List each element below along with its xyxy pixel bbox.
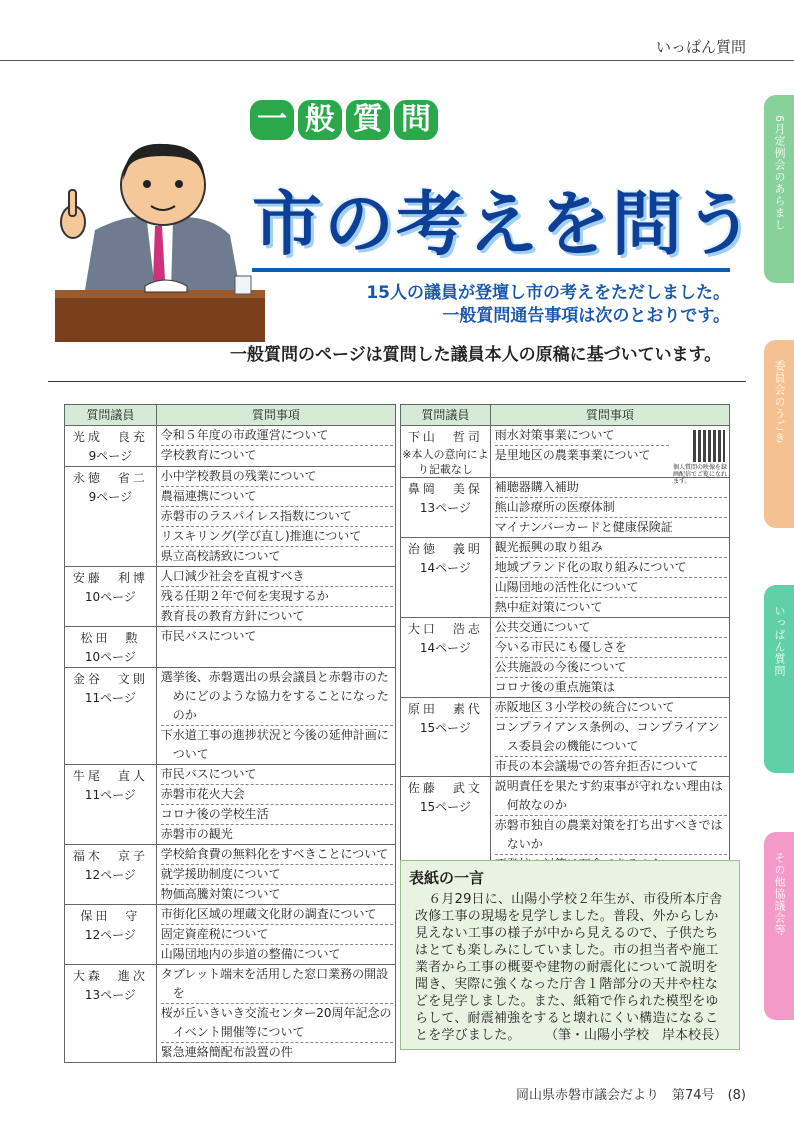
question-item: 熊山診療所の医療体制 bbox=[495, 498, 727, 518]
member-name: 佐藤 武文 bbox=[407, 781, 483, 795]
general-question-banner bbox=[250, 100, 442, 140]
question-item: 公共施設の今後について bbox=[495, 658, 727, 678]
member-cell bbox=[65, 567, 157, 627]
member-cell bbox=[401, 698, 491, 777]
tab-label: 6月定例会のあらまし bbox=[773, 115, 786, 231]
member-page: 12ページ bbox=[84, 868, 136, 882]
member-cell bbox=[65, 905, 157, 965]
title-rule bbox=[252, 268, 730, 272]
tab-committee[interactable] bbox=[764, 340, 794, 528]
member-page: 9ページ bbox=[88, 490, 133, 504]
question-list bbox=[491, 618, 729, 697]
table-row bbox=[65, 905, 396, 965]
member-name: 大口 浩志 bbox=[407, 622, 483, 636]
member-name: 光成 良充 bbox=[72, 430, 148, 444]
question-list bbox=[157, 567, 395, 626]
member-cell bbox=[65, 627, 157, 668]
question-item: 緊急連絡簡配布設置の件 bbox=[160, 1045, 293, 1059]
items-cell bbox=[490, 698, 729, 777]
member-cell bbox=[65, 426, 157, 467]
member-cell bbox=[401, 478, 491, 538]
member-page: 9ページ bbox=[88, 449, 133, 463]
member-cell bbox=[401, 538, 491, 618]
question-item: 学校教育について bbox=[160, 448, 257, 462]
member-cell bbox=[65, 668, 157, 765]
question-item: 赤磐市独自の農業対策を打ち出すべきではないか bbox=[495, 816, 727, 855]
member-note: ※本人の意向により記載なし bbox=[402, 448, 489, 476]
member-page: 14ページ bbox=[419, 641, 471, 655]
tab-june-session[interactable] bbox=[764, 95, 794, 283]
question-item: 市長の本会議場での答弁拒否について bbox=[494, 759, 699, 773]
question-item: 市民バスについて bbox=[160, 629, 257, 643]
items-cell bbox=[156, 567, 395, 627]
header-member: 質問議員 bbox=[65, 405, 157, 426]
question-item: 赤阪地区３小学校の統合について bbox=[495, 698, 727, 718]
question-item: 学校給食費の無料化をすべきことについて bbox=[161, 845, 393, 865]
items-cell bbox=[156, 668, 395, 765]
member-name: 永徳 省二 bbox=[72, 471, 148, 485]
question-item: 今いる市民にも優しさを bbox=[495, 638, 727, 658]
tab-other-councils[interactable] bbox=[764, 832, 794, 1020]
banner-char: 般 bbox=[298, 100, 342, 140]
header-member: 質問議員 bbox=[401, 405, 491, 426]
question-item: 令和５年度の市政運営について bbox=[161, 426, 393, 446]
banner-char: 問 bbox=[394, 100, 438, 140]
question-list bbox=[491, 478, 729, 537]
question-item: 市街化区域の埋蔵文化財の調査について bbox=[161, 905, 393, 925]
items-cell bbox=[156, 426, 395, 467]
cover-note-body: ６月29日に、山陽小学校２年生が、市役所本庁舎改修工事の現場を見学しました。普段、外からしか見えない工事の様子が中から見えるので、子供たちはとても楽しみにしていました。市の担当者や施工業者から工事の概要や建物の耐震化について説明を聞き、実際に強くなった庁舎１階部分の天井や柱などを見学しました。また、紙箱で作られた模型をゆらして、耐震補強をすると壊れにくい構造になることを学びました。 bbox=[415, 892, 723, 1043]
tab-label: いっぱん質問 bbox=[773, 605, 786, 677]
intro-line: 一般質問通告事項は次のとおりです。 bbox=[442, 306, 730, 326]
member-page: 10ページ bbox=[84, 650, 136, 664]
question-item: 市民バスについて bbox=[161, 765, 393, 785]
page-footer: 岡山県赤磐市議会だより 第74号 (8) bbox=[516, 1088, 746, 1103]
question-item: 赤磐市の観光 bbox=[160, 827, 233, 841]
table-row bbox=[401, 426, 730, 478]
member-page: 15ページ bbox=[419, 721, 471, 735]
header-item: 質問事項 bbox=[156, 405, 395, 426]
table-row bbox=[65, 467, 396, 567]
member-name: 保田 守 bbox=[80, 909, 141, 923]
banner-char: 質 bbox=[346, 100, 390, 140]
items-cell bbox=[156, 627, 395, 668]
question-list bbox=[157, 426, 395, 465]
member-page: 13ページ bbox=[419, 501, 471, 515]
question-table-left bbox=[64, 404, 396, 1063]
question-item: 選挙後、赤磐選出の県会議員と赤磐市のためにどのような協力をすることになったのか bbox=[161, 668, 393, 726]
items-cell bbox=[156, 765, 395, 845]
tab-general-question[interactable] bbox=[764, 585, 794, 773]
cover-note-signature: （筆・山陽小学校 岸本校長） bbox=[544, 1028, 727, 1043]
items-cell bbox=[490, 538, 729, 618]
table-row bbox=[65, 965, 396, 1063]
member-page: 15ページ bbox=[419, 800, 471, 814]
question-list bbox=[157, 668, 395, 764]
question-item: 地域ブランド化の取り組みについて bbox=[495, 558, 727, 578]
items-cell bbox=[490, 478, 729, 538]
table-row bbox=[401, 618, 730, 698]
question-item: マイナンバーカードと健康保険証 bbox=[494, 520, 673, 534]
tab-label: その他協議会等 bbox=[773, 852, 786, 936]
table-row bbox=[65, 426, 396, 467]
table-row bbox=[65, 845, 396, 905]
question-item: 桜が丘いきいき交流センター20周年記念のイベント開催等について bbox=[161, 1004, 393, 1043]
question-item: 物価高騰対策について bbox=[160, 887, 281, 901]
qr-caption: 個人質問の映像を録画配信でご覧になれます。 bbox=[673, 464, 728, 485]
member-cell bbox=[65, 765, 157, 845]
question-item: 公共交通について bbox=[495, 618, 727, 638]
banner-char: 一 bbox=[250, 100, 294, 140]
question-list bbox=[157, 627, 395, 646]
member-page: 11ページ bbox=[84, 788, 136, 802]
header-rule bbox=[0, 60, 794, 61]
question-item: 下水道工事の進捗状況と今後の延伸計画について bbox=[160, 728, 389, 761]
member-name: 下山 哲司 bbox=[407, 430, 483, 444]
table-row bbox=[65, 668, 396, 765]
question-list bbox=[157, 905, 395, 964]
question-item: 山陽団地内の歩道の整備について bbox=[160, 947, 341, 961]
question-item: コンプライアンス条例の、コンプライアンス委員会の機能について bbox=[495, 718, 727, 757]
member-name: 安藤 利博 bbox=[72, 571, 148, 585]
question-item: 赤磐市花火大会 bbox=[161, 785, 393, 805]
items-cell bbox=[156, 845, 395, 905]
source-note: 一般質問のページは質問した議員本人の原稿に基づいています。 bbox=[230, 345, 722, 365]
question-list bbox=[157, 965, 395, 1062]
question-item: 補聴器購入補助 bbox=[495, 478, 727, 498]
table-row bbox=[401, 698, 730, 777]
question-item: 教育長の教育方針について bbox=[160, 609, 305, 623]
member-name: 牛尾 直人 bbox=[72, 769, 148, 783]
intro-text bbox=[300, 282, 730, 328]
table-row bbox=[65, 765, 396, 845]
question-list bbox=[157, 845, 395, 904]
table-row bbox=[401, 538, 730, 618]
question-item: 雨水対策事業について bbox=[495, 426, 669, 446]
question-item: リスキリング(学び直し)推進について bbox=[161, 527, 393, 547]
page-title: 市の考えを問う bbox=[252, 183, 756, 265]
question-item: タブレット端末を活用した窓口業務の開設を bbox=[161, 965, 393, 1004]
section-label: いっぱん質問 bbox=[655, 38, 746, 56]
cover-note-title: 表紙の一言 bbox=[409, 869, 485, 887]
cover-note-box bbox=[400, 860, 740, 1050]
question-item: 人口減少社会を直視すべき bbox=[161, 567, 393, 587]
member-cell bbox=[401, 618, 491, 698]
question-list bbox=[157, 765, 395, 844]
qr-code-icon[interactable] bbox=[693, 430, 725, 462]
member-page: 12ページ bbox=[84, 928, 136, 942]
member-cell bbox=[65, 845, 157, 905]
question-item: 是里地区の農業事業について bbox=[494, 448, 651, 462]
member-page: 10ページ bbox=[84, 590, 136, 604]
member-cell bbox=[65, 467, 157, 567]
items-cell bbox=[156, 467, 395, 567]
member-cell bbox=[65, 965, 157, 1063]
items-cell bbox=[156, 905, 395, 965]
member-name: 原田 素代 bbox=[407, 702, 483, 716]
question-item: 熱中症対策について bbox=[494, 600, 603, 614]
question-item: 就学援助制度について bbox=[161, 865, 393, 885]
question-item: 山陽団地の活性化について bbox=[495, 578, 727, 598]
question-item: 赤磐市のラスパイレス指数について bbox=[161, 507, 393, 527]
question-list bbox=[157, 467, 395, 566]
items-cell bbox=[490, 618, 729, 698]
question-list bbox=[491, 698, 729, 776]
member-name: 金谷 文則 bbox=[72, 672, 148, 686]
question-item: 観光振興の取り組み bbox=[495, 538, 727, 558]
items-cell bbox=[156, 965, 395, 1063]
intro-line: 15人の議員が登壇し市の考えをただしました。 bbox=[366, 283, 730, 303]
question-item: 県立高校誘致について bbox=[160, 549, 281, 563]
question-item: 説明責任を果たす約束事が守れない理由は何故なのか bbox=[495, 777, 727, 816]
question-item: 固定資産税について bbox=[161, 925, 393, 945]
question-item: コロナ後の学校生活 bbox=[161, 805, 393, 825]
header-item: 質問事項 bbox=[490, 405, 729, 426]
tab-label: 委員会のうごき bbox=[773, 360, 786, 444]
question-item: 小中学校教員の残業について bbox=[161, 467, 393, 487]
question-item: 残る任期２年で何を実現するか bbox=[161, 587, 393, 607]
member-name: 松田 勲 bbox=[80, 631, 141, 645]
table-row bbox=[65, 567, 396, 627]
items-cell bbox=[490, 426, 729, 485]
speaker-illustration bbox=[55, 140, 265, 360]
question-item: コロナ後の重点施策は bbox=[494, 680, 615, 694]
section-divider bbox=[48, 381, 746, 382]
member-page: 13ページ bbox=[84, 988, 136, 1002]
member-page: 11ページ bbox=[84, 691, 136, 705]
member-name: 大森 進次 bbox=[72, 969, 148, 983]
question-list bbox=[491, 538, 729, 617]
question-item: 農福連携について bbox=[161, 487, 393, 507]
question-table-right bbox=[400, 404, 730, 875]
member-name: 鼻岡 美保 bbox=[407, 482, 483, 496]
member-name: 福木 京子 bbox=[72, 849, 148, 863]
table-row bbox=[65, 627, 396, 668]
member-cell bbox=[401, 426, 491, 478]
table-row bbox=[401, 478, 730, 538]
member-page: 14ページ bbox=[419, 561, 471, 575]
member-name: 治徳 義明 bbox=[407, 542, 483, 556]
